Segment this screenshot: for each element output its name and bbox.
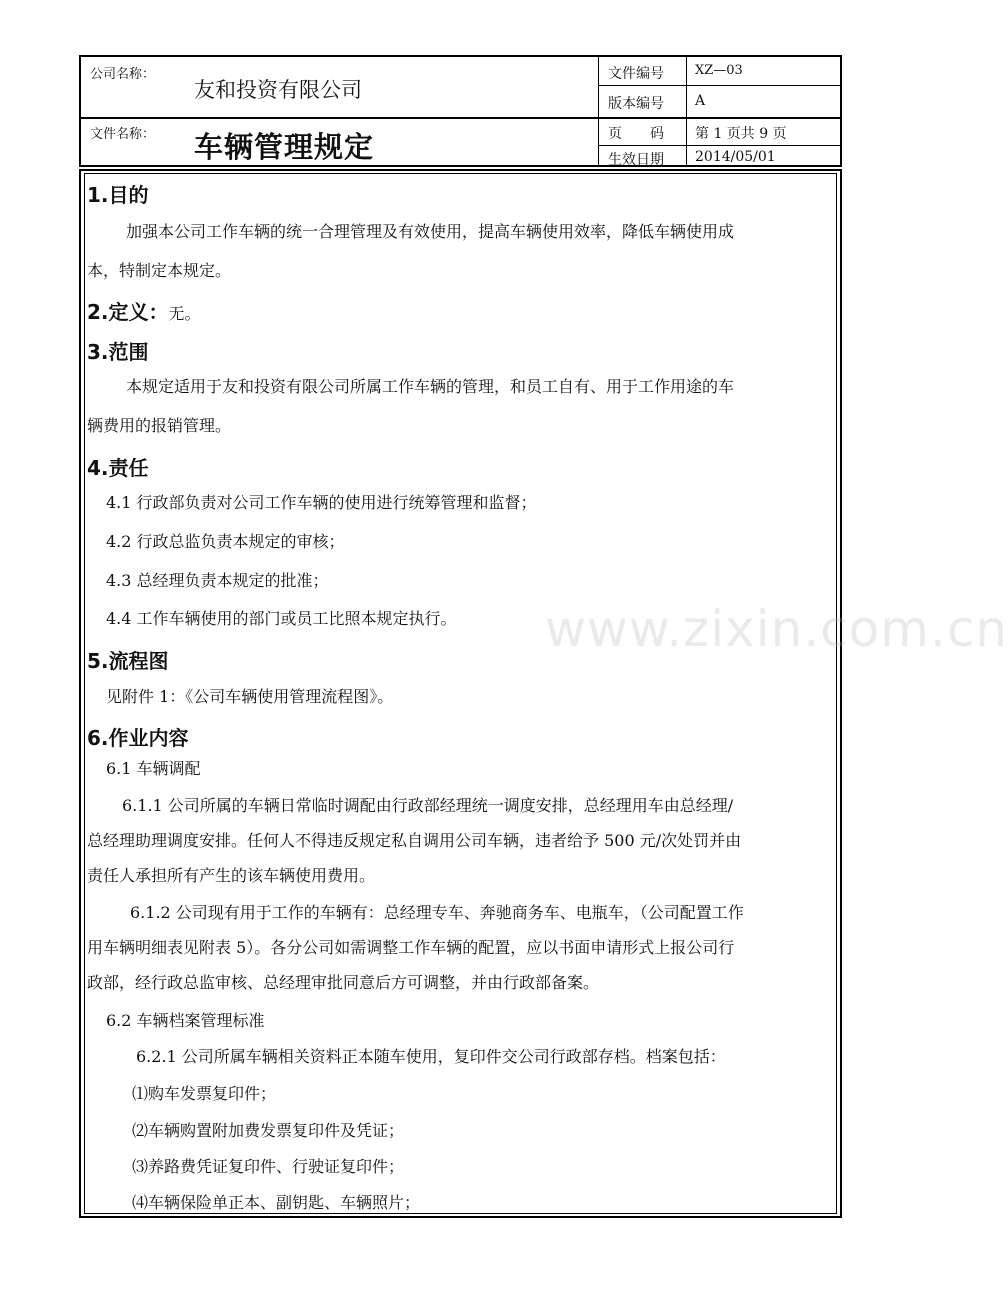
- responsibility-item: 4.1 行政部负责对公司工作车辆的使用进行统筹管理和监督；: [106, 493, 537, 512]
- archive-list-item: ⑷车辆保险单正本、副钥匙、车辆照片；: [132, 1193, 421, 1212]
- effective-date-value: 2014/05/01: [695, 149, 776, 165]
- archive-list-item: ⑵车辆购置附加费发票复印件及凭证；: [132, 1121, 405, 1140]
- section-1-text: 本，特制定本规定。: [87, 261, 232, 280]
- document-header-table: [79, 55, 842, 167]
- section-2-value: 无。: [168, 304, 201, 323]
- section-2-heading: [87, 296, 201, 325]
- header-divider: [598, 85, 840, 86]
- archive-list-item: ⑶养路费凭证复印件、行驶证复印件；: [132, 1157, 405, 1176]
- clause-text: 政部，经行政总监审核、总经理审批同意后方可调整，并由行政部备案。: [87, 973, 600, 992]
- version-label: 版本编号: [608, 96, 664, 112]
- section-6-heading: 6.作业内容: [87, 726, 189, 750]
- responsibility-item: 4.2 行政总监负责本规定的审核；: [106, 532, 345, 551]
- clause-text: 总经理助理调度安排。任何人不得违反规定私自调用公司车辆，违者给予 500 元/次处罚并由: [87, 831, 742, 850]
- version-value: A: [695, 93, 706, 109]
- section-3-text: 辆费用的报销管理。: [87, 416, 232, 435]
- responsibility-item: 4.4 工作车辆使用的部门或员工比照本规定执行。: [106, 609, 457, 628]
- header-divider: [686, 57, 687, 165]
- section-1-heading: 1.目的: [87, 183, 149, 207]
- page-label: 页 码: [608, 126, 664, 142]
- doc-name-label: 文件名称：: [90, 127, 156, 142]
- company-label: 公司名称：: [90, 67, 156, 82]
- file-no-value: XZ—03: [695, 63, 743, 78]
- section-5-heading: 5.流程图: [87, 649, 169, 673]
- section-4-heading: 4.责任: [87, 456, 149, 480]
- clause-text: 6.1.2 公司现有用于工作的车辆有：总经理专车、奔驰商务车、电瓶车，（公司配置工作: [130, 903, 744, 922]
- document-title: 车辆管理规定: [194, 130, 375, 164]
- clause-text: 用车辆明细表见附表 5）。各分公司如需调整工作车辆的配置，应以书面申请形式上报公司行: [87, 938, 735, 957]
- subsection-title: 6.1 车辆调配: [106, 759, 201, 778]
- effective-date-label: 生效日期: [608, 152, 664, 168]
- responsibility-item: 4.3 总经理负责本规定的批准；: [106, 571, 329, 590]
- header-divider: [81, 117, 840, 119]
- page-value: 第 1 页共 9 页: [695, 126, 787, 142]
- subsection-title: 6.2 车辆档案管理标准: [106, 1011, 265, 1030]
- header-divider: [598, 145, 840, 146]
- archive-list-item: ⑴购车发票复印件；: [132, 1084, 277, 1103]
- section-3-heading: 3.范围: [87, 340, 149, 364]
- file-no-label: 文件编号: [608, 66, 664, 82]
- watermark: www.zixin.com.cn: [545, 600, 1008, 658]
- section-3-text: 本规定适用于友和投资有限公司所属工作车辆的管理，和员工自有、用于工作用途的车: [126, 377, 735, 396]
- section-1-text: 加强本公司工作车辆的统一合理管理及有效使用，提高车辆使用效率，降低车辆使用成: [126, 222, 735, 241]
- header-divider: [598, 57, 599, 165]
- section-2-title: 2.定义：: [87, 300, 169, 324]
- company-name: 友和投资有限公司: [194, 78, 362, 102]
- clause-text: 6.2.1 公司所属车辆相关资料正本随车使用，复印件交公司行政部存档。档案包括：: [136, 1047, 726, 1066]
- section-5-text: 见附件 1：《公司车辆使用管理流程图》。: [106, 687, 394, 706]
- clause-text: 6.1.1 公司所属的车辆日常临时调配由行政部经理统一调度安排，总经理用车由总经理/: [122, 796, 734, 815]
- clause-text: 责任人承担所有产生的该车辆使用费用。: [87, 866, 376, 885]
